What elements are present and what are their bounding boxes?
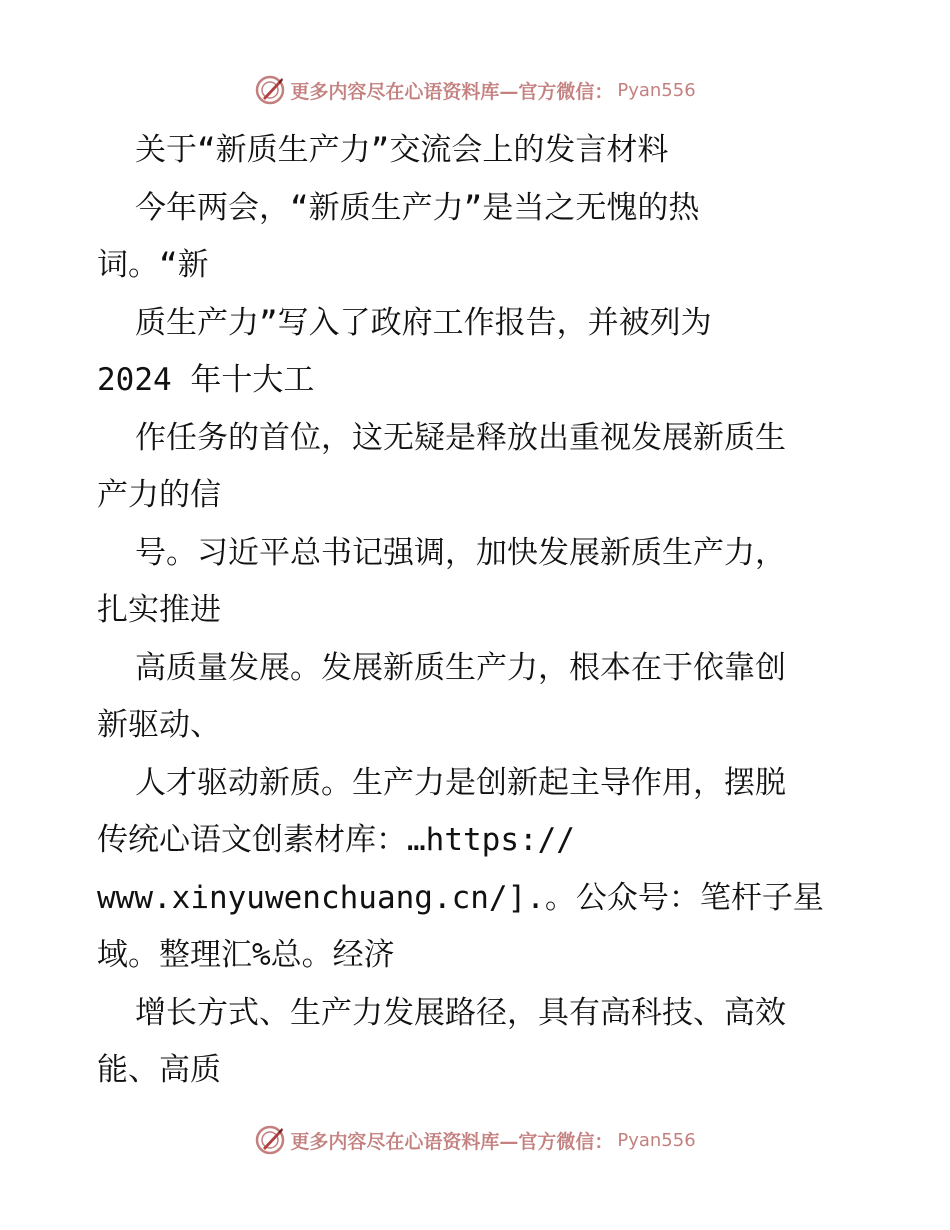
doc-line: 高质量发展。发展新质生产力，根本在于依靠创 <box>135 649 786 686</box>
doc-line: 扎实推进 <box>97 592 221 628</box>
doc-line: 增长方式、生产力发展路径，具有高科技、高效 <box>135 994 786 1031</box>
page-footer <box>0 1120 950 1160</box>
doc-line: 今年两会，“新质生产力”是当之无愧的热 <box>135 189 700 226</box>
footer-brand <box>254 1124 695 1156</box>
doc-line: 作任务的首位，这无疑是释放出重视发展新质生 <box>135 419 786 456</box>
footer-brand-text: 更多内容尽在心语资料库—官方微信： <box>290 1130 614 1153</box>
doc-line: 能、高质 <box>97 1052 221 1088</box>
document-body <box>97 122 877 1100</box>
doc-line: 域。整理汇%总。经济 <box>97 937 395 973</box>
doc-line: 新驱动、 <box>97 707 221 743</box>
doc-line: 号。习近平总书记强调，加快发展新质生产力， <box>135 534 786 571</box>
header-brand <box>254 74 695 106</box>
page-header <box>0 70 950 110</box>
doc-line: 2024 年十大工 <box>97 362 315 398</box>
doc-line: 人才驱动新质。生产力是创新起主导作用，摆脱 <box>135 764 786 801</box>
doc-title: 关于“新质生产力”交流会上的发言材料 <box>135 132 669 168</box>
footer-contact: Pyan556 <box>617 1129 696 1151</box>
doc-line: www.xinyuwenchuang.cn/].。公众号：笔杆子星 <box>97 879 824 916</box>
header-contact: Pyan556 <box>617 79 696 101</box>
header-brand-text: 更多内容尽在心语资料库—官方微信： <box>290 80 614 103</box>
brand-logo-icon <box>254 1124 286 1156</box>
doc-line: 产力的信 <box>97 477 221 513</box>
doc-line: 质生产力”写入了政府工作报告，并被列为 <box>135 304 712 341</box>
doc-line: 传统心语文创素材库：…https:// <box>97 822 575 858</box>
doc-line: 词。“新 <box>97 247 209 283</box>
brand-logo-icon <box>254 74 286 106</box>
